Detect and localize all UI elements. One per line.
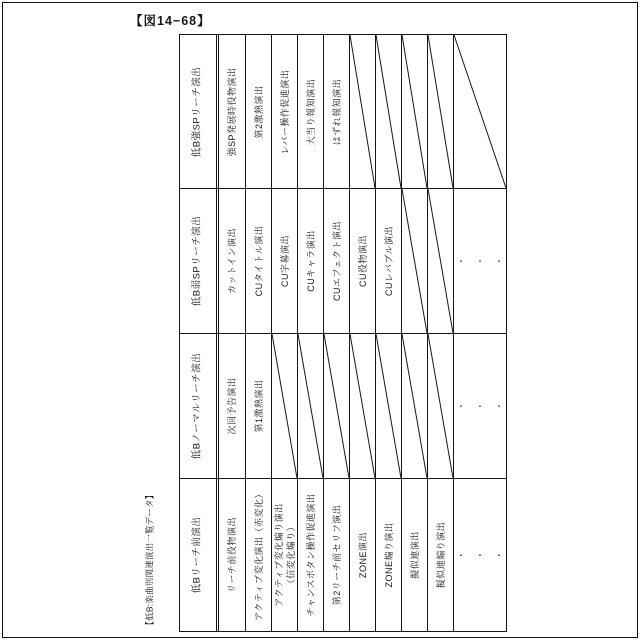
table-cell (272, 35, 298, 188)
table-cell-empty (376, 334, 402, 478)
diagonal-line (402, 35, 427, 188)
table-cell-empty (402, 35, 428, 188)
cell-text: ZONE煽り演出 (383, 522, 394, 588)
table-cell-ellipsis (454, 189, 514, 333)
diagonal-line (376, 35, 401, 188)
cell-text: 第2リーチ前セリフ演出 (331, 504, 342, 606)
table-cell (219, 479, 246, 631)
table-cell (376, 479, 402, 631)
figure-title: 【図14−68】 (130, 14, 211, 28)
table-cell-empty (272, 334, 298, 478)
table-band-low-b-strong-sp-reach (180, 35, 506, 189)
cell-text: 強SP発展時役物演出 (226, 66, 237, 157)
table-cell (298, 35, 324, 188)
row-header-low-b-pre-reach (180, 479, 219, 631)
cell-text: CUキャラ演出 (305, 230, 316, 292)
table-cell (376, 189, 402, 333)
cell-text: 第2激熱演出 (253, 84, 264, 139)
diagonal-line (272, 334, 297, 478)
table-cell (272, 479, 298, 631)
table-cell-empty (402, 334, 428, 478)
table-cell-empty (350, 334, 376, 478)
table-cell-empty (376, 35, 402, 188)
table-cell (324, 35, 350, 188)
table-cell-empty (350, 35, 376, 188)
cell-text: レバー操作促進演出 (279, 69, 290, 154)
table-cell-ellipsis (454, 479, 514, 631)
diagonal-line (324, 334, 349, 478)
table-cell-empty (402, 189, 428, 333)
cell-text: 擬似連演出 (409, 531, 420, 579)
table-cell (246, 479, 272, 631)
cell-text: 第1激熱演出 (253, 379, 264, 433)
side-caption-text: 【低B:楽曲別関連演出一覧データ】 (144, 490, 155, 630)
ellipsis-dots: ・・・ (456, 401, 514, 412)
cell-text: アクティブ変化演出（赤変化） (253, 488, 264, 622)
cell-text: 次回予告演出 (226, 377, 237, 435)
diagonal-line (454, 35, 506, 188)
side-caption (133, 486, 167, 634)
table-cell (219, 35, 246, 188)
table-cell (402, 479, 428, 631)
table-cell-empty (324, 334, 350, 478)
table-band-low-b-pre-reach (180, 479, 514, 631)
table-cell (324, 479, 350, 631)
cell-text: ZONE演出 (357, 531, 368, 579)
diagonal-line (376, 334, 401, 478)
diagonal-line (402, 334, 427, 478)
related-effects-table (179, 34, 514, 632)
row-header-low-b-normal-reach (180, 334, 219, 478)
cell-text: カットイン演出 (226, 228, 237, 294)
ellipsis-dots: ・・・ (456, 550, 514, 561)
row-header-text: 低B弱SPリーチ演出 (191, 215, 203, 307)
table-cell (298, 479, 324, 631)
table-cell-empty-wide (454, 35, 506, 188)
table-cell (350, 189, 376, 333)
table-cell (219, 334, 246, 478)
diagonal-line (350, 35, 375, 188)
table-cell-empty (428, 35, 454, 188)
row-header-text: 低Bノーマルリーチ演出 (191, 352, 203, 460)
diagonal-line (428, 35, 453, 188)
table-cell-ellipsis (454, 334, 514, 478)
table-cell (219, 189, 246, 333)
diagonal-line (402, 189, 427, 333)
cell-text: リーチ前役物演出 (226, 516, 237, 594)
row-header-text: 低B強SPリーチ演出 (191, 66, 203, 157)
table-band-low-b-normal-reach (180, 334, 514, 479)
table-cell-empty (298, 334, 324, 478)
cell-text: アクティブ変化煽り演出 （信変化煽り） (273, 503, 296, 607)
cell-text: CU字幕演出 (279, 235, 290, 287)
table-cell (272, 189, 298, 333)
cell-text: CUエフェクト演出 (331, 220, 342, 302)
cell-text: CU役物演出 (357, 235, 368, 287)
table-cell (324, 189, 350, 333)
table-cell (246, 189, 272, 333)
table-cell (350, 479, 376, 631)
ellipsis-dots: ・・・ (456, 256, 514, 267)
diagonal-line (350, 334, 375, 478)
table-cell (246, 334, 272, 478)
table-cell (298, 189, 324, 333)
table-cell (246, 35, 272, 188)
row-header-low-b-strong-sp-reach (180, 35, 219, 188)
row-header-low-b-weak-sp-reach (180, 189, 219, 333)
row-header-text: 低Bリーチ前演出 (191, 516, 203, 594)
diagonal-line (298, 334, 323, 478)
cell-text: CUレバブル演出 (383, 225, 394, 297)
cell-text: CUタイトル演出 (253, 225, 264, 297)
table-band-low-b-weak-sp-reach (180, 189, 514, 334)
cell-text: 大当り報知演出 (305, 78, 316, 145)
cell-text: 擬似連煽り演出 (435, 521, 446, 589)
cell-text: チャンスボタン操作促進演出 (305, 493, 316, 617)
cell-text: はずれ報知演出 (331, 78, 342, 145)
